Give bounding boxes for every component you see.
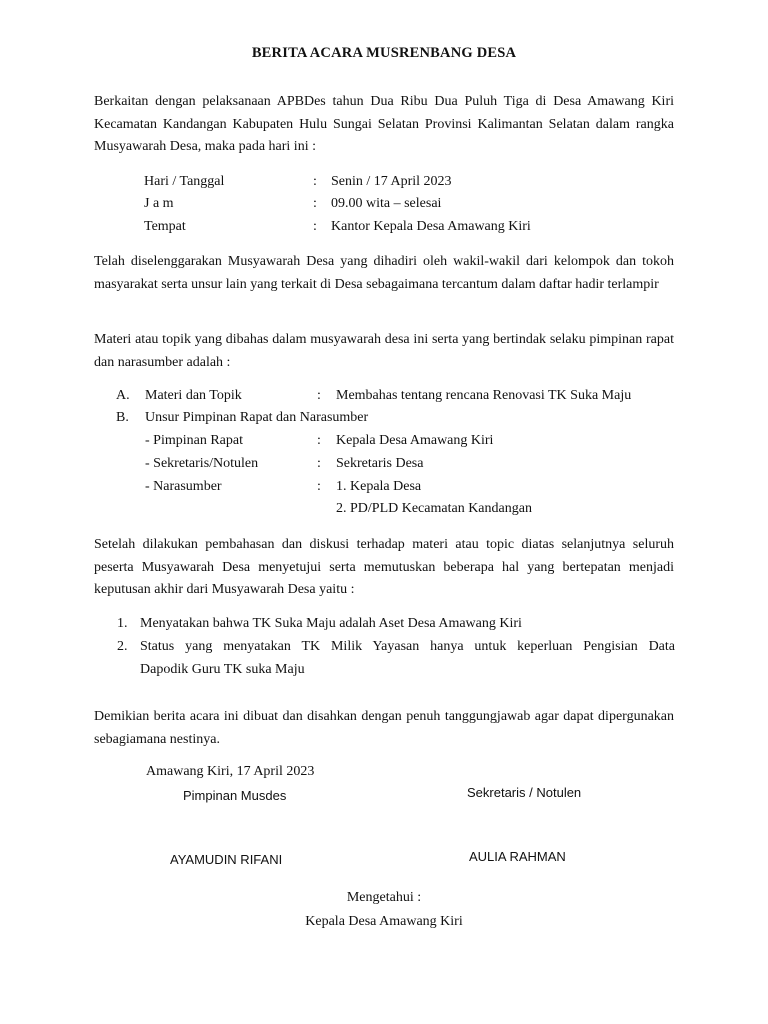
attendance-paragraph: Telah diselenggarakan Musyawarah Desa yang dihadiri oleh wakil-wakil dari kelompok dan tokoh masyarakat serta unsur lain yang terkait di Desa sebagaimana tercantum dalam daftar hadir terlampir [94,254,674,292]
signature-right-name: AULIA RAHMAN [469,849,566,864]
section-b-label: Unsur Pimpinan Rapat dan Narasumber [145,410,369,425]
schedule-value-place: Kantor Kepala Desa Amawang Kiri [331,219,531,234]
section-b-label-chair: - Pimpinan Rapat [145,433,243,448]
schedule-value-day: Senin / 17 April 2023 [331,174,452,189]
schedule-sep-day: : [313,174,317,189]
section-b-value-speaker: 1. Kepala Desa [336,479,422,494]
section-a-value: Membahas tentang rencana Renovasi TK Suka Maju [336,388,632,403]
signature-left-name: AYAMUDIN RIFANI [170,852,283,867]
section-a-label: Materi dan Topik [145,388,242,403]
schedule-sep-place: : [313,219,317,234]
decision-number-1: 1. [117,616,128,631]
signature-right-role: Sekretaris / Notulen [467,785,582,800]
decision-number-2: 2. [117,639,128,654]
schedule-value-time: 09.00 wita – selesai [331,196,442,211]
document-title: BERITA ACARA MUSRENBANG DESA [251,45,517,61]
section-b-label-speaker: - Narasumber [145,479,222,494]
decision-text-2-line-2: Dapodik Guru TK suka Maju [140,662,305,677]
closing-paragraph: Demikian berita acara ini dibuat dan disahkan dengan penuh tanggungjawab agar dapat dipergunakan sebagiamana nestinya. [94,709,674,747]
acknowledge-role: Kepala Desa Amawang Kiri [305,914,463,929]
section-b-sep-secretary: : [317,456,321,471]
schedule-label-place: Tempat [144,219,186,234]
signature-left-role: Pimpinan Musdes [183,788,287,803]
schedule-label-time: J a m [144,196,174,211]
schedule-sep-time: : [313,196,317,211]
section-a-sep: : [317,388,321,403]
section-b-value-chair: Kepala Desa Amawang Kiri [336,433,494,448]
schedule-label-day: Hari / Tanggal [144,174,225,189]
section-a-marker: A. [116,388,130,403]
section-b-marker: B. [116,410,129,425]
intro-paragraph: Berkaitan dengan pelaksanaan APBDes tahun Dua Ribu Dua Puluh Tiga di Desa Amawang Kiri Kecamatan Kandangan Kabupaten Hulu Sungai Selatan Provinsi Kalimantan Selatan dalam rangka Musyawarah Desa, maka pada hari ini : [94,94,674,155]
section-b-label-secretary: - Sekretaris/Notulen [145,456,259,471]
topic-paragraph: Materi atau topik yang dibahas dalam musyawarah desa ini serta yang bertindak selaku pimpinan rapat dan narasumber adalah : [94,332,674,370]
section-b-value-secretary: Sekretaris Desa [336,456,424,471]
decision-text-1: Menyatakan bahwa TK Suka Maju adalah Aset Desa Amawang Kiri [140,616,522,631]
section-b-value-speaker-2: 2. PD/PLD Kecamatan Kandangan [336,501,532,516]
section-b-sep-chair: : [317,433,321,448]
decision-text-2-line-1: Status yang menyatakan TK Milik Yayasan hanya untuk keperluan Pengisian Data [140,639,675,654]
signature-place-date: Amawang Kiri, 17 April 2023 [146,764,315,779]
section-b-sep-speaker: : [317,479,321,494]
acknowledge-label: Mengetahui : [346,890,422,905]
decision-paragraph: Setelah dilakukan pembahasan dan diskusi terhadap materi atau topic diatas selanjutnya seluruh peserta Musyawarah Desa menyetujui serta memutuskan beberapa hal yang bertepatan menjadi keputusan akhir dari Musyawarah Desa yaitu : [94,537,674,598]
